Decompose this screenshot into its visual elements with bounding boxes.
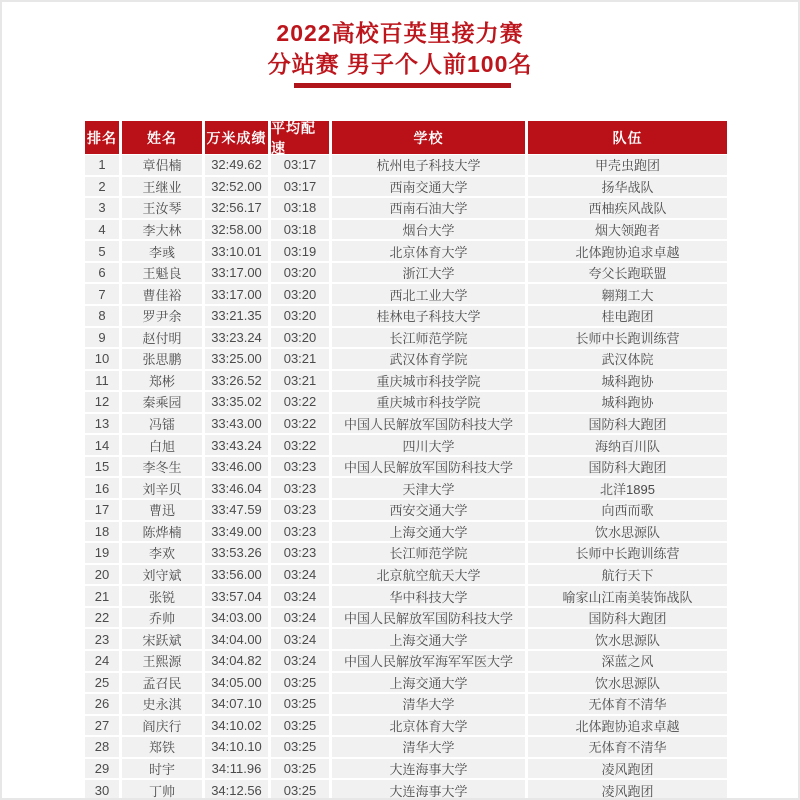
cell-pace: 03:25 (271, 716, 329, 736)
cell-team: 北体跑协追求卓越 (528, 716, 727, 736)
table-body (85, 155, 727, 800)
cell-team: 桂电跑团 (528, 306, 727, 326)
cell-rank: 29 (85, 759, 119, 779)
cell-team: 武汉体院 (528, 349, 727, 369)
cell-time: 34:04.00 (205, 629, 268, 649)
cell-name: 罗尹余 (122, 306, 202, 326)
cell-team: 扬华战队 (528, 177, 727, 197)
cell-time: 33:35.02 (205, 392, 268, 412)
cell-pace: 03:24 (271, 565, 329, 585)
cell-team: 无体育不清华 (528, 737, 727, 757)
cell-pace: 03:18 (271, 220, 329, 240)
cell-team: 饮水思源队 (528, 673, 727, 693)
cell-rank: 26 (85, 694, 119, 714)
cell-time: 32:52.00 (205, 177, 268, 197)
cell-name: 曹迅 (122, 500, 202, 520)
cell-rank: 25 (85, 673, 119, 693)
cell-team: 凌风跑团 (528, 780, 727, 800)
cell-rank: 24 (85, 651, 119, 671)
cell-pace: 03:20 (271, 263, 329, 283)
cell-school: 烟台大学 (332, 220, 525, 240)
cell-school: 长江师范学院 (332, 328, 525, 348)
cell-team: 城科跑协 (528, 371, 727, 391)
table-row (85, 651, 727, 673)
header-school: 学校 (332, 121, 525, 154)
cell-pace: 03:25 (271, 737, 329, 757)
cell-school: 华中科技大学 (332, 586, 525, 606)
cell-time: 32:58.00 (205, 220, 268, 240)
table-row (85, 177, 727, 199)
cell-pace: 03:20 (271, 284, 329, 304)
cell-time: 32:49.62 (205, 155, 268, 175)
cell-pace: 03:24 (271, 651, 329, 671)
cell-time: 34:10.02 (205, 716, 268, 736)
cell-rank: 15 (85, 457, 119, 477)
cell-time: 34:12.56 (205, 780, 268, 800)
cell-time: 34:07.10 (205, 694, 268, 714)
cell-time: 33:57.04 (205, 586, 268, 606)
header-pace: 平均配速 (271, 121, 329, 154)
cell-team: 烟大领跑者 (528, 220, 727, 240)
cell-pace: 03:17 (271, 177, 329, 197)
table-row (85, 371, 727, 393)
cell-time: 33:46.00 (205, 457, 268, 477)
cell-rank: 13 (85, 414, 119, 434)
cell-team: 翱翔工大 (528, 284, 727, 304)
cell-team: 北洋1895 (528, 478, 727, 498)
table-row (85, 241, 727, 263)
cell-rank: 18 (85, 522, 119, 542)
cell-rank: 23 (85, 629, 119, 649)
cell-pace: 03:22 (271, 392, 329, 412)
cell-team: 饮水思源队 (528, 629, 727, 649)
cell-school: 上海交通大学 (332, 629, 525, 649)
cell-name: 陈烨楠 (122, 522, 202, 542)
cell-name: 刘辛贝 (122, 478, 202, 498)
cell-rank: 2 (85, 177, 119, 197)
cell-name: 李欢 (122, 543, 202, 563)
cell-name: 郑铁 (122, 737, 202, 757)
cell-rank: 12 (85, 392, 119, 412)
cell-pace: 03:23 (271, 457, 329, 477)
cell-school: 西安交通大学 (332, 500, 525, 520)
table-row (85, 155, 727, 177)
cell-time: 32:56.17 (205, 198, 268, 218)
cell-team: 夸父长跑联盟 (528, 263, 727, 283)
table-row (85, 414, 727, 436)
cell-name: 王汝琴 (122, 198, 202, 218)
cell-school: 西南交通大学 (332, 177, 525, 197)
cell-team: 喻家山江南美装饰战队 (528, 586, 727, 606)
cell-school: 西南石油大学 (332, 198, 525, 218)
cell-name: 张思鹏 (122, 349, 202, 369)
cell-time: 34:11.96 (205, 759, 268, 779)
cell-time: 33:47.59 (205, 500, 268, 520)
table-row (85, 759, 727, 781)
cell-pace: 03:22 (271, 435, 329, 455)
cell-name: 阎庆行 (122, 716, 202, 736)
cell-school: 中国人民解放军国防科技大学 (332, 457, 525, 477)
table-row (85, 349, 727, 371)
cell-school: 重庆城市科技学院 (332, 392, 525, 412)
header-team: 队伍 (528, 121, 727, 154)
table-row (85, 284, 727, 306)
header-name: 姓名 (122, 121, 202, 154)
cell-name: 王魁良 (122, 263, 202, 283)
cell-time: 33:53.26 (205, 543, 268, 563)
table-row (85, 263, 727, 285)
cell-school: 浙江大学 (332, 263, 525, 283)
cell-pace: 03:20 (271, 306, 329, 326)
cell-rank: 10 (85, 349, 119, 369)
table-row (85, 522, 727, 544)
table-row (85, 328, 727, 350)
cell-time: 33:21.35 (205, 306, 268, 326)
cell-name: 赵付明 (122, 328, 202, 348)
cell-time: 33:23.24 (205, 328, 268, 348)
cell-pace: 03:24 (271, 608, 329, 628)
title-underline (294, 83, 511, 88)
cell-school: 长江师范学院 (332, 543, 525, 563)
cell-pace: 03:17 (271, 155, 329, 175)
cell-time: 34:04.82 (205, 651, 268, 671)
table-row (85, 565, 727, 587)
cell-rank: 30 (85, 780, 119, 800)
cell-time: 33:46.04 (205, 478, 268, 498)
cell-team: 深蓝之风 (528, 651, 727, 671)
cell-team: 饮水思源队 (528, 522, 727, 542)
cell-rank: 20 (85, 565, 119, 585)
cell-pace: 03:19 (271, 241, 329, 261)
cell-name: 史永淇 (122, 694, 202, 714)
cell-school: 四川大学 (332, 435, 525, 455)
cell-school: 西北工业大学 (332, 284, 525, 304)
cell-pace: 03:20 (271, 328, 329, 348)
cell-name: 曹佳裕 (122, 284, 202, 304)
cell-name: 张锐 (122, 586, 202, 606)
cell-school: 北京航空航天大学 (332, 565, 525, 585)
cell-rank: 3 (85, 198, 119, 218)
cell-rank: 27 (85, 716, 119, 736)
cell-name: 宋跃斌 (122, 629, 202, 649)
table-row (85, 780, 727, 800)
cell-name: 丁帅 (122, 780, 202, 800)
cell-pace: 03:25 (271, 780, 329, 800)
table-row (85, 220, 727, 242)
cell-team: 城科跑协 (528, 392, 727, 412)
cell-time: 34:05.00 (205, 673, 268, 693)
cell-team: 凌风跑团 (528, 759, 727, 779)
cell-name: 王继业 (122, 177, 202, 197)
cell-time: 33:25.00 (205, 349, 268, 369)
cell-name: 秦乘园 (122, 392, 202, 412)
table-row (85, 543, 727, 565)
cell-rank: 21 (85, 586, 119, 606)
cell-pace: 03:23 (271, 500, 329, 520)
cell-time: 33:17.00 (205, 263, 268, 283)
cell-pace: 03:18 (271, 198, 329, 218)
table-row (85, 608, 727, 630)
cell-time: 33:43.24 (205, 435, 268, 455)
header-rank: 排名 (85, 121, 119, 154)
table-row (85, 694, 727, 716)
cell-school: 中国人民解放军海军军医大学 (332, 651, 525, 671)
table-row (85, 629, 727, 651)
cell-pace: 03:23 (271, 543, 329, 563)
cell-school: 上海交通大学 (332, 522, 525, 542)
cell-name: 冯镭 (122, 414, 202, 434)
cell-rank: 4 (85, 220, 119, 240)
cell-team: 无体育不清华 (528, 694, 727, 714)
cell-school: 重庆城市科技学院 (332, 371, 525, 391)
cell-team: 国防科大跑团 (528, 608, 727, 628)
cell-school: 大连海事大学 (332, 780, 525, 800)
cell-rank: 6 (85, 263, 119, 283)
cell-pace: 03:24 (271, 586, 329, 606)
cell-rank: 19 (85, 543, 119, 563)
table-row (85, 306, 727, 328)
cell-school: 杭州电子科技大学 (332, 155, 525, 175)
cell-time: 33:49.00 (205, 522, 268, 542)
cell-school: 清华大学 (332, 694, 525, 714)
cell-rank: 8 (85, 306, 119, 326)
table-row (85, 478, 727, 500)
cell-team: 向西而歌 (528, 500, 727, 520)
cell-pace: 03:23 (271, 478, 329, 498)
cell-rank: 28 (85, 737, 119, 757)
cell-name: 时宇 (122, 759, 202, 779)
cell-rank: 5 (85, 241, 119, 261)
cell-time: 33:43.00 (205, 414, 268, 434)
table-row (85, 457, 727, 479)
cell-name: 李大林 (122, 220, 202, 240)
cell-rank: 1 (85, 155, 119, 175)
cell-time: 34:03.00 (205, 608, 268, 628)
title-line-2: 分站赛 男子个人前100名 (267, 51, 533, 77)
title-line-1: 2022高校百英里接力赛 (276, 20, 524, 46)
cell-name: 孟召民 (122, 673, 202, 693)
cell-rank: 11 (85, 371, 119, 391)
cell-team: 长师中长跑训练营 (528, 328, 727, 348)
cell-rank: 14 (85, 435, 119, 455)
cell-team: 西柚疾风战队 (528, 198, 727, 218)
cell-rank: 16 (85, 478, 119, 498)
cell-school: 中国人民解放军国防科技大学 (332, 608, 525, 628)
cell-pace: 03:22 (271, 414, 329, 434)
cell-name: 王熙源 (122, 651, 202, 671)
results-table (85, 121, 727, 800)
cell-pace: 03:21 (271, 371, 329, 391)
table-row (85, 500, 727, 522)
cell-name: 郑彬 (122, 371, 202, 391)
cell-pace: 03:25 (271, 759, 329, 779)
table-row (85, 586, 727, 608)
cell-name: 白旭 (122, 435, 202, 455)
cell-name: 章侣楠 (122, 155, 202, 175)
cell-school: 上海交通大学 (332, 673, 525, 693)
table-row (85, 673, 727, 695)
cell-team: 北体跑协追求卓越 (528, 241, 727, 261)
cell-team: 航行天下 (528, 565, 727, 585)
cell-school: 中国人民解放军国防科技大学 (332, 414, 525, 434)
cell-team: 国防科大跑团 (528, 457, 727, 477)
cell-school: 北京体育大学 (332, 241, 525, 261)
cell-school: 大连海事大学 (332, 759, 525, 779)
table-row (85, 435, 727, 457)
header-time: 万米成绩 (205, 121, 268, 154)
table-row (85, 392, 727, 414)
table-row (85, 716, 727, 738)
cell-name: 乔帅 (122, 608, 202, 628)
cell-time: 33:10.01 (205, 241, 268, 261)
cell-pace: 03:24 (271, 629, 329, 649)
cell-pace: 03:21 (271, 349, 329, 369)
cell-rank: 17 (85, 500, 119, 520)
cell-rank: 22 (85, 608, 119, 628)
cell-school: 桂林电子科技大学 (332, 306, 525, 326)
cell-name: 刘守斌 (122, 565, 202, 585)
cell-school: 清华大学 (332, 737, 525, 757)
cell-time: 33:17.00 (205, 284, 268, 304)
page-title (2, 18, 798, 80)
table-header-row (85, 121, 727, 154)
cell-team: 海纳百川队 (528, 435, 727, 455)
cell-time: 34:10.10 (205, 737, 268, 757)
cell-school: 武汉体育学院 (332, 349, 525, 369)
cell-pace: 03:25 (271, 694, 329, 714)
cell-pace: 03:25 (271, 673, 329, 693)
cell-rank: 7 (85, 284, 119, 304)
cell-name: 李冬生 (122, 457, 202, 477)
cell-team: 甲壳虫跑团 (528, 155, 727, 175)
cell-name: 李彧 (122, 241, 202, 261)
cell-pace: 03:23 (271, 522, 329, 542)
cell-time: 33:56.00 (205, 565, 268, 585)
cell-school: 北京体育大学 (332, 716, 525, 736)
cell-time: 33:26.52 (205, 371, 268, 391)
cell-team: 国防科大跑团 (528, 414, 727, 434)
cell-team: 长师中长跑训练营 (528, 543, 727, 563)
table-row (85, 198, 727, 220)
table-row (85, 737, 727, 759)
cell-rank: 9 (85, 328, 119, 348)
cell-school: 天津大学 (332, 478, 525, 498)
